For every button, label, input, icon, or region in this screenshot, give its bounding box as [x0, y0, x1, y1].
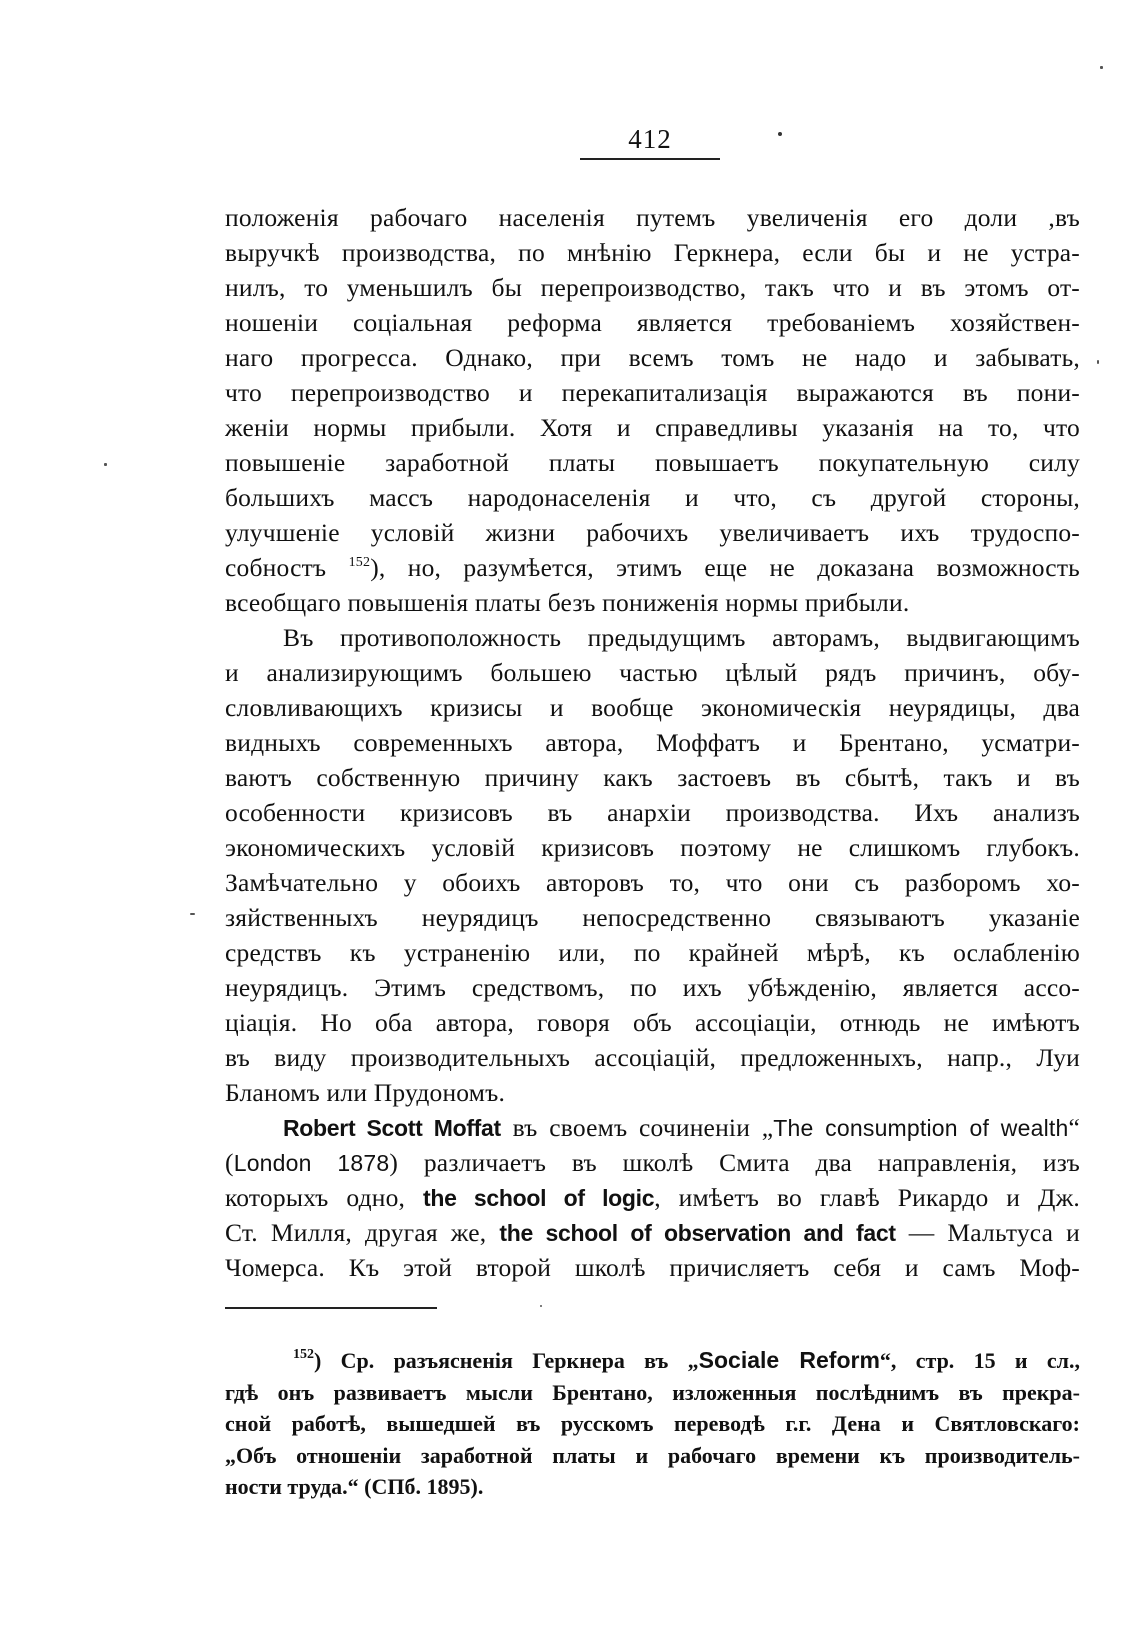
text-line: и анализирующимъ большею частью цѣлый рядъ причинъ, обу- [225, 658, 1080, 687]
text-span: “ [1068, 1113, 1080, 1142]
text-line: большихъ массъ народонаселенія и что, съ другой стороны, [225, 483, 1080, 512]
text-line: всеобщаго повышенія платы безъ пониженія нормы прибыли. [225, 588, 910, 617]
text-line: зяйственныхъ неурядицъ непосредственно связываютъ указаніе [225, 903, 1080, 932]
text-line: выручкѣ производства, по мнѣнію Геркнера, если бы и не устра- [225, 238, 1080, 267]
text-span: “, стр. 15 и сл., [879, 1348, 1081, 1373]
text-span: Ст. Милля, другая же, [225, 1218, 500, 1247]
scan-speck [190, 913, 195, 915]
text-span: ) Ср. разъясненія Геркнера въ „ [314, 1348, 699, 1373]
text-line: ціація. Но оба автора, говоря объ ассоціаціи, отнюдь не имѣютъ [225, 1008, 1080, 1037]
text-line [225, 1145, 1080, 1180]
header-dot [778, 132, 782, 136]
text-span: , имѣетъ во главѣ Рикардо и Дж. [654, 1183, 1080, 1212]
text-span: ( [225, 1148, 234, 1177]
text-line: ношеніи соціальная реформа является требованіемъ хозяйствен- [225, 308, 1080, 337]
text-line: Въ противоположность предыдущимъ авторамъ, выдвигающимъ [283, 623, 1080, 652]
text-line: средствъ къ устраненію или, по крайней мѣрѣ, къ ослабленію [225, 938, 1080, 967]
scan-speck [1097, 360, 1099, 364]
footnote-line: сной работѣ, вышедшей въ русскомъ переводѣ г.г. Дена и Святловскаго: [225, 1411, 1080, 1436]
footnote-rule [225, 1307, 437, 1309]
main-text [225, 200, 1080, 1285]
footnote-line: „Объ отношеніи заработной платы и рабочаго времени къ производитель- [225, 1442, 1080, 1468]
publication-place: London 1878 [233, 1150, 390, 1176]
text-line: видныхъ современныхъ автора, Моффатъ и Брентано, усматри- [225, 728, 1080, 757]
text-span: ), но, разумѣется, этимъ еще не доказана возможность [370, 553, 1080, 582]
text-line: въ виду производительныхъ ассоціацій, предложенныхъ, напр., Луи [225, 1043, 1080, 1072]
header-rule [580, 158, 720, 160]
text-line: повышеніе заработной платы повышаетъ покупательную силу [225, 448, 1080, 477]
text-span: собностъ [225, 553, 349, 582]
book-title: The consumption of wealth [773, 1115, 1069, 1141]
footnote-line: ности труда.“ (СПб. 1895). [225, 1474, 484, 1499]
page-number: 412 [628, 124, 672, 154]
author-name: Robert Scott Moffat [283, 1115, 501, 1141]
text-line: экономическихъ условій кризисовъ поэтому не слишкомъ глубокъ. [225, 833, 1080, 862]
text-line [225, 1215, 1080, 1250]
text-span: которыхъ одно, [225, 1183, 423, 1212]
text-line: нилъ, то уменьшилъ бы перепроизводство, такъ что и въ этомъ от- [225, 273, 1080, 302]
footnote-mark: 152 [293, 1347, 314, 1362]
text-span: ) различаетъ въ школѣ Смита два направленія, изъ [389, 1148, 1080, 1177]
text-line: улучшеніе условій жизни рабочихъ увеличиваетъ ихъ трудоспо- [225, 518, 1080, 547]
footnote-line [225, 1345, 1080, 1377]
text-line: Замѣчательно у обоихъ авторовъ то, что они съ разборомъ хо- [225, 868, 1080, 897]
text-line: наго прогресса. Однако, при всемъ томъ не надо и забывать, [225, 343, 1080, 372]
text-line: словливающихъ кризисы и вообще экономическія неурядицы, два [225, 693, 1080, 722]
footnote-line: гдѣ онъ развиваетъ мысли Брентано, изложенныя послѣднимъ въ прекра- [225, 1379, 1080, 1405]
scan-speck [540, 1305, 542, 1307]
journal-title: Sociale Reform [698, 1347, 880, 1373]
text-line: особенности кризисовъ въ анархіи производства. Ихъ анализъ [225, 798, 1080, 827]
text-span: въ своемъ сочиненіи „ [500, 1113, 774, 1142]
footnote [225, 1345, 1080, 1503]
text-line [225, 1180, 1080, 1215]
text-line-with-footnote-ref [225, 550, 1080, 585]
text-line: женіи нормы прибыли. Хотя и справедливы указанія на то, что [225, 413, 1080, 442]
text-line [225, 1110, 1080, 1145]
text-line: Бланомъ или Прудономъ. [225, 1078, 506, 1107]
text-line: ваютъ собственную причину какъ застоевъ въ сбытѣ, такъ и въ [225, 763, 1080, 792]
school-name: the school of logic [422, 1185, 655, 1211]
text-line: Чомерса. Къ этой второй школѣ причисляетъ себя и самъ Моф- [225, 1253, 1080, 1282]
scan-speck [104, 463, 107, 466]
text-line: положенія рабочаго населенія путемъ увеличенія его доли ,въ [225, 203, 1080, 232]
scan-speck [1100, 66, 1103, 69]
footnote-ref: 152 [348, 555, 371, 570]
text-line: что перепроизводство и перекапитализація выражаются въ пони- [225, 378, 1080, 407]
text-line: неурядицъ. Этимъ средствомъ, по ихъ убѣжденію, является ассо- [225, 973, 1080, 1002]
text-span: — Мальтуса и [895, 1218, 1080, 1247]
school-name: the school of observation and fact [499, 1220, 896, 1246]
